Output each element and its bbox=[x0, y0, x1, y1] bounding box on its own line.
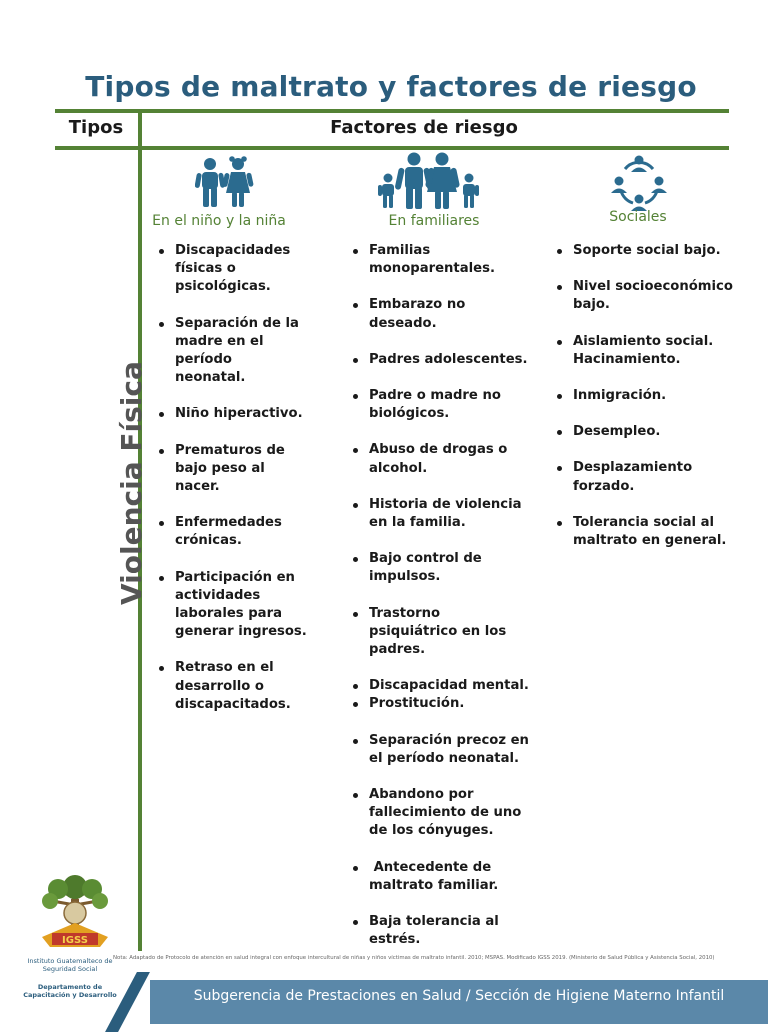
risk-factor-line: monoparentales. bbox=[369, 261, 495, 277]
risk-factor-line: Tolerancia social al bbox=[573, 514, 715, 530]
risk-factor-line: Desempleo. bbox=[573, 424, 661, 440]
igss-logo bbox=[30, 875, 120, 955]
risk-factor-item bbox=[351, 351, 551, 369]
risk-factor-item bbox=[351, 677, 551, 695]
children-icon bbox=[195, 155, 257, 210]
risk-factor-line: psicológicas. bbox=[175, 279, 271, 295]
risk-factor-line: maltrato en general. bbox=[573, 533, 727, 549]
risk-factor-line: Abuso de drogas o bbox=[369, 442, 508, 458]
risk-factor-item bbox=[157, 659, 337, 714]
risk-factor-item bbox=[351, 695, 551, 713]
risk-factor-line: Embarazo no bbox=[369, 297, 466, 313]
risk-factor-line: Familias bbox=[369, 243, 431, 258]
logo-department: Departamento de Capacitación y Desarrollo bbox=[23, 983, 117, 999]
risk-factor-line: Padres adolescentes. bbox=[369, 351, 528, 367]
risk-factor-item bbox=[555, 423, 755, 441]
risk-factor-line: Hacinamiento. bbox=[573, 351, 681, 367]
risk-factor-line: padres. bbox=[369, 642, 426, 658]
risk-factor-item bbox=[157, 242, 337, 297]
footer-text: Subgerencia de Prestaciones en Salud / Sección de Higiene Materno Infantil bbox=[193, 988, 725, 1004]
risk-factor-item bbox=[351, 496, 551, 532]
risk-factor-line: Soporte social bajo. bbox=[573, 243, 721, 258]
risk-factor-line: Nivel socioeconómico bbox=[573, 279, 733, 295]
risk-factor-item bbox=[157, 569, 337, 642]
type-label: Violencia Física bbox=[115, 361, 148, 605]
category-sociales: Sociales bbox=[609, 209, 667, 225]
risk-list-nino bbox=[157, 242, 337, 714]
risk-factor-line: Desplazamiento bbox=[573, 460, 693, 476]
risk-factor-line: Bajo control de bbox=[369, 551, 482, 567]
category-nino: En el niño y la niña bbox=[152, 213, 286, 229]
category-familiares: En familiares bbox=[388, 213, 480, 229]
risk-factor-line: Baja tolerancia al bbox=[369, 914, 499, 930]
risk-factor-line: maltrato familiar. bbox=[369, 877, 499, 893]
risk-factor-line: Historia de violencia bbox=[369, 496, 522, 512]
risk-list-familiares bbox=[351, 242, 551, 949]
risk-factor-item bbox=[351, 441, 551, 477]
risk-factor-line: Trastorno bbox=[369, 605, 441, 621]
risk-factor-line: generar ingresos. bbox=[175, 624, 307, 640]
risk-factor-line: fallecimiento de uno bbox=[369, 805, 522, 821]
header-factores: Factores de riesgo bbox=[330, 117, 518, 138]
risk-factor-line: desarrollo o bbox=[175, 678, 264, 694]
risk-factor-line: Prematuros de bbox=[175, 442, 285, 458]
risk-factor-line: impulsos. bbox=[369, 569, 441, 585]
risk-factor-line: bajo peso al bbox=[175, 460, 265, 476]
risk-factor-line: bajo. bbox=[573, 297, 610, 313]
social-network-icon bbox=[609, 155, 669, 211]
risk-factor-item bbox=[157, 315, 337, 388]
risk-factor-line: Prostitución. bbox=[369, 696, 465, 712]
risk-factor-item bbox=[351, 732, 551, 768]
risk-factor-line: en la familia. bbox=[369, 515, 466, 531]
risk-factor-line: laborales para bbox=[175, 606, 282, 622]
risk-factor-line: psiquiátrico en los bbox=[369, 623, 507, 639]
logo-institution: Instituto Guatemalteco de Seguridad Social bbox=[27, 957, 113, 973]
risk-factor-line: deseado. bbox=[369, 315, 437, 331]
risk-factor-line: Separación precoz en bbox=[369, 732, 529, 748]
risk-factor-item bbox=[555, 514, 755, 550]
risk-factor-line: estrés. bbox=[369, 932, 421, 948]
risk-factor-line: actividades bbox=[175, 587, 261, 603]
risk-factor-line: nacer. bbox=[175, 479, 220, 495]
risk-factor-item bbox=[555, 242, 755, 260]
header-tipos: Tipos bbox=[68, 117, 124, 138]
risk-factor-line: neonatal. bbox=[175, 370, 246, 386]
risk-factor-line: Abandono por bbox=[369, 787, 474, 803]
risk-factor-line: físicas o bbox=[175, 261, 236, 277]
risk-factor-line: Antecedente de bbox=[369, 859, 492, 875]
page-title: Tipos de maltrato y factores de riesgo bbox=[85, 70, 697, 103]
risk-factor-line: el período neonatal. bbox=[369, 750, 520, 766]
risk-factor-line: discapacitados. bbox=[175, 696, 291, 712]
risk-factor-line: Participación en bbox=[175, 569, 295, 585]
risk-factor-line: de los cónyuges. bbox=[369, 823, 494, 839]
top-rule bbox=[55, 109, 729, 113]
risk-factor-line: biológicos. bbox=[369, 406, 450, 422]
risk-factor-item bbox=[555, 459, 755, 495]
risk-factor-item bbox=[351, 296, 551, 332]
risk-factor-line: Padre o madre no bbox=[369, 388, 501, 404]
risk-factor-item bbox=[555, 278, 755, 314]
risk-factor-line: Niño hiperactivo. bbox=[175, 406, 303, 422]
risk-factor-item bbox=[157, 514, 337, 550]
risk-factor-line: forzado. bbox=[573, 478, 635, 494]
risk-factor-line: Inmigración. bbox=[573, 388, 667, 404]
risk-factor-item bbox=[351, 550, 551, 586]
risk-factor-line: Retraso en el bbox=[175, 660, 274, 676]
risk-factor-item bbox=[157, 442, 337, 497]
risk-factor-line: crónicas. bbox=[175, 533, 242, 549]
risk-factor-line: Discapacidades bbox=[175, 243, 291, 258]
risk-factor-line: Aislamiento social. bbox=[573, 333, 714, 349]
risk-factor-item bbox=[351, 605, 551, 660]
risk-factor-line: Discapacidad mental. bbox=[369, 678, 529, 694]
risk-factor-item bbox=[351, 859, 551, 895]
logo-emblem-text: IGSS bbox=[62, 935, 88, 946]
risk-factor-item bbox=[351, 786, 551, 841]
source-note: Nota: Adaptado de Protocolo de atención en salud integral con enfoque intercultural de niñas y niños víctimas de maltrato infantil. 2010; MSPAS. Modificado IGSS 2019. (Ministerio de Salud Pública y Asistencia Social, 2010) bbox=[113, 955, 715, 961]
risk-factor-line: alcohol. bbox=[369, 460, 428, 476]
family-icon bbox=[377, 152, 481, 210]
risk-factor-item bbox=[555, 333, 755, 369]
risk-factor-line: período bbox=[175, 352, 232, 368]
risk-factor-line: Separación de la bbox=[175, 315, 299, 331]
risk-factor-item bbox=[351, 387, 551, 423]
risk-factor-line: Enfermedades bbox=[175, 515, 282, 531]
risk-factor-item bbox=[555, 387, 755, 405]
risk-factor-item bbox=[157, 405, 337, 423]
header-rule bbox=[55, 146, 729, 150]
risk-factor-line: madre en el bbox=[175, 333, 264, 349]
risk-list-sociales bbox=[555, 242, 755, 550]
risk-factor-item bbox=[351, 913, 551, 949]
risk-factor-item bbox=[351, 242, 551, 278]
